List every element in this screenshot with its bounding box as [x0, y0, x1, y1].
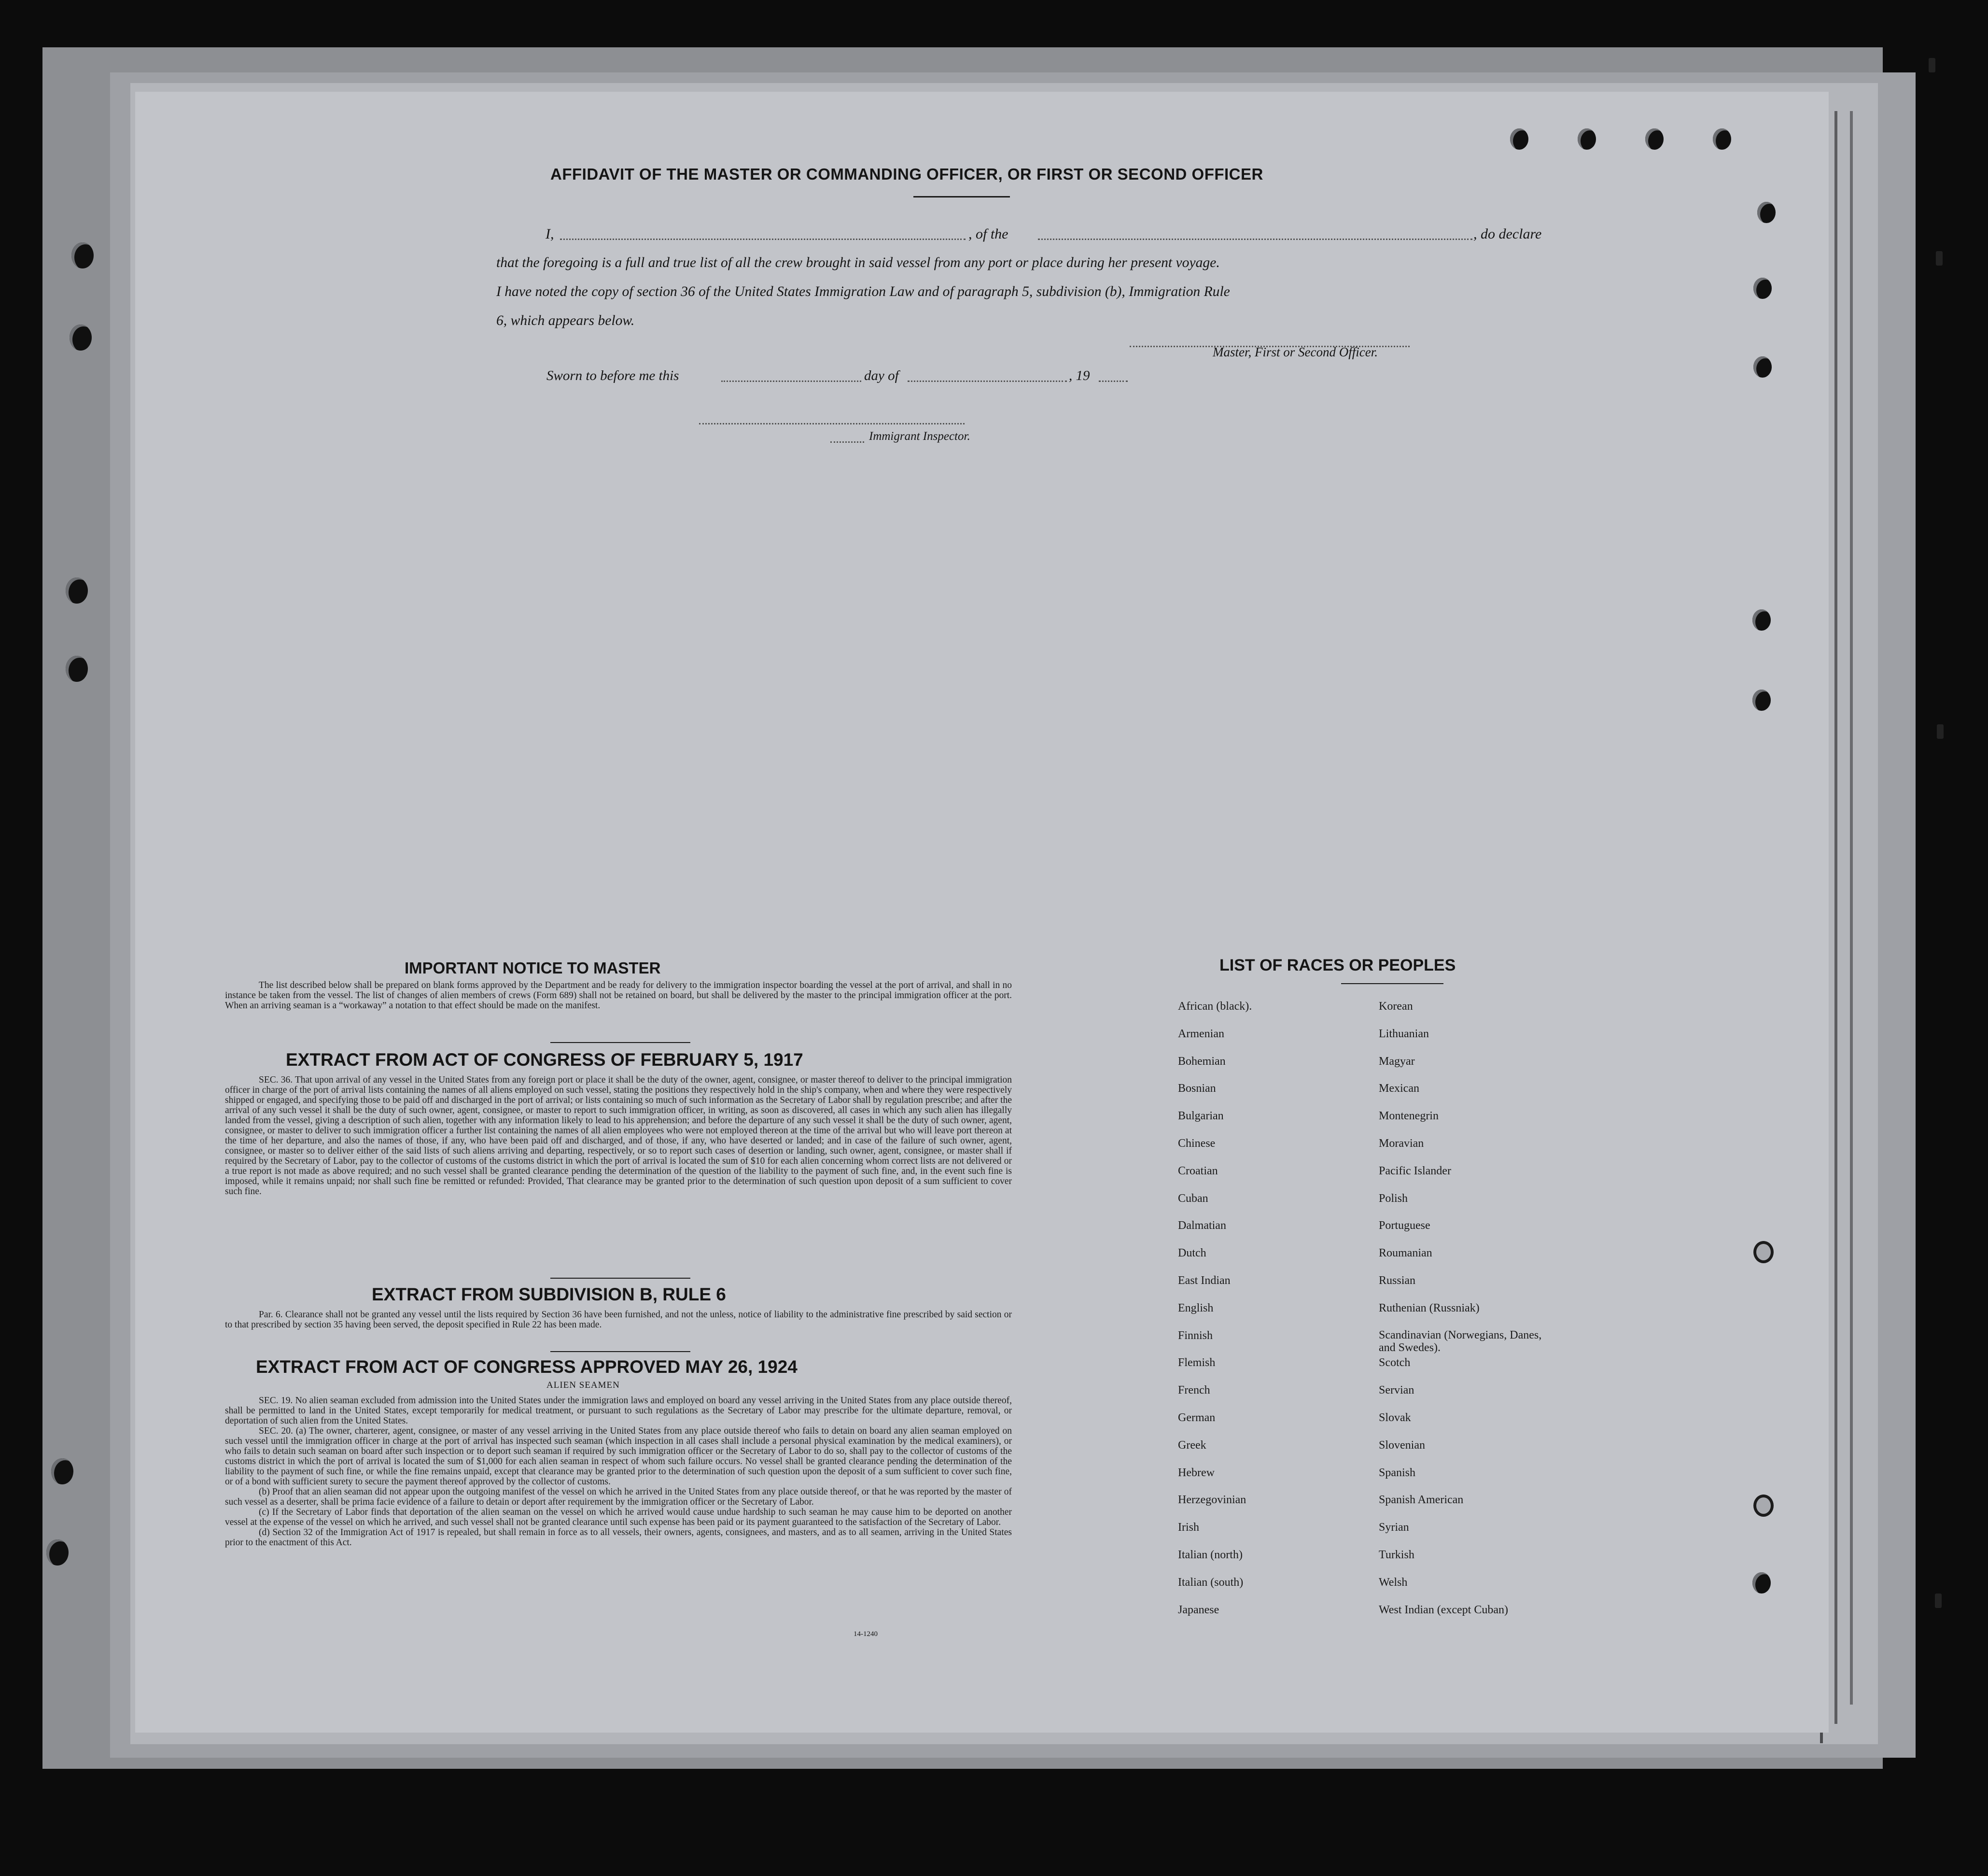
races-title: LIST OF RACES OR PEOPLES [1219, 956, 1456, 974]
race-item: Greek [1178, 1439, 1206, 1452]
race-item: Montenegrin [1379, 1110, 1439, 1123]
races-title-underline [1341, 983, 1443, 984]
affidavit-line-4: 6, which appears below. [496, 313, 635, 328]
sworn-label: Sworn to before me this [546, 368, 679, 383]
race-item: Croatian [1178, 1164, 1218, 1177]
notice-body: The list described below shall be prepared on blank forms approved by the Department and be ready for delivery to the immigration inspector boarding the vessel at the port of arrival, and shall in no instance be taken from the vessel. The list of changes of alien members of crews (Form 689) shall not be retained on board, but shall be delivered by the master to the principal immigration officer at the port. When an arriving seaman is a “workaway” a notation to that effect should be made on the manifest. [225, 980, 1012, 1011]
subdivision-body: Par. 6. Clearance shall not be granted any vessel until the lists required by Section 36 have been furnished, and not the unless, notice of liability to the administrative fine prescribed by said section or to that prescribed by section 35 having been served, the deposit specified in Rule 22 has been made. [225, 1310, 1012, 1330]
binder-hole [1578, 128, 1596, 150]
binder-hole [1753, 1241, 1774, 1263]
master-label: Master, First or Second Officer. [1213, 345, 1378, 359]
sec-20c-paragraph: (c) If the Secretary of Labor finds that deportation of the alien seaman on the vessel on which he arrived would cause undue hardship to such seaman he may cause him to be deported on another vessel at the expense of the vessel on which he arrived, and such vessel shall not be granted clearance until such expense has been paid or its payment guaranteed to the satisfaction of the Secretary of Labor. [225, 1507, 1012, 1527]
page-edge [1834, 111, 1837, 1724]
races-column-2 [1379, 1000, 1562, 1630]
race-item: Slovenian [1379, 1439, 1425, 1452]
race-item: Russian [1379, 1274, 1416, 1287]
inspector-label: Immigrant Inspector. [869, 430, 970, 443]
race-item: Flemish [1178, 1356, 1216, 1369]
sec-20d-paragraph: (d) Section 32 of the Immigration Act of 1917 is repealed, but shall remain in force as to all vessels, their owners, agents, consignees, and masters, and as to all seamen, arriving in the United States prior to the enactment of this Act. [225, 1527, 1012, 1548]
year-blank-line [1099, 381, 1128, 382]
name-blank-line [560, 239, 966, 240]
binder-hole [71, 242, 94, 268]
binder-hole [1510, 128, 1528, 150]
vessel-blank-line [1038, 239, 1472, 240]
race-item: Spanish [1379, 1466, 1416, 1479]
extract-1924-title: EXTRACT FROM ACT OF CONGRESS APPROVED MAY 26, 1924 [256, 1357, 798, 1377]
race-item: Irish [1178, 1521, 1199, 1534]
binder-hole [1645, 128, 1664, 150]
race-item: Pacific Islander [1379, 1164, 1451, 1177]
race-item: Italian (south) [1178, 1576, 1244, 1589]
race-item: Ruthenian (Russniak) [1379, 1301, 1480, 1314]
affidavit-title: AFFIDAVIT OF THE MASTER OR COMMANDING OFFICER, OR FIRST OR SECOND OFFICER [550, 165, 1263, 183]
binder-hole [1752, 609, 1771, 631]
race-item: English [1178, 1301, 1214, 1314]
race-item: Polish [1379, 1192, 1408, 1205]
notice-title: IMPORTANT NOTICE TO MASTER [405, 959, 661, 977]
binder-tab [1929, 58, 1935, 72]
sec-20a-paragraph: SEC. 20. (a) The owner, charterer, agent, consignee, or master of any vessel arriving in the United States from any place outside thereof who fails to detain on board any alien seaman employed on such vessel until the immigration officer in charge at the port of arrival has inspected such seaman (which inspection in all cases shall include a personal physical examination by the medical examiners), or who fails to detain such seaman on board after such inspection or to deport such seaman if required by such immigration officer or the Secretary of Labor to do so, shall pay to the collector of customs of the customs district in which the port of arrival is located the sum of $1,000 for each alien seaman in respect of whom such failure occurs. No vessel shall be granted clearance pending the determination of the liability to the payment of such fine, or while the fine remains unpaid, except that clearance may be granted prior to the determination of such question upon the deposit of a sum sufficient to cover such fine, or of a bond with sufficient surety to secure the payment thereof approved by the collector of customs. [225, 1426, 1012, 1487]
race-item: Spanish American [1379, 1494, 1464, 1507]
binder-hole [70, 324, 92, 351]
binder-tab [1937, 724, 1944, 739]
title-underline [913, 196, 1010, 197]
binder-hole [1753, 1495, 1774, 1517]
day-blank-line [721, 381, 861, 382]
race-item: Syrian [1379, 1521, 1409, 1534]
race-item: Lithuanian [1379, 1027, 1429, 1040]
race-item: Chinese [1178, 1137, 1216, 1150]
race-item: West Indian (except Cuban) [1379, 1603, 1508, 1616]
race-item: Japanese [1178, 1603, 1219, 1616]
binder-hole [66, 578, 88, 604]
sec-19-paragraph: SEC. 19. No alien seaman excluded from admission into the United States under the immigration laws and employed on board any vessel arriving in the United States from any place outside thereof, shall be permitted to land in the United States, except temporarily for medical treatment, or pursuant to such regulations as the Secretary of Labor may prescribe for the ultimate departure, removal, or deportation of such alien from the United States. [225, 1396, 1012, 1426]
affidavit-of-the: , of the [968, 226, 1008, 242]
race-item: Scandinavian (Norwegians, Danes, and Swedes). [1379, 1328, 1542, 1354]
race-item: Herzegovinian [1178, 1494, 1246, 1507]
race-item: Magyar [1379, 1055, 1415, 1068]
section-divider [550, 1351, 690, 1352]
race-item: Turkish [1379, 1548, 1414, 1561]
binder-hole [66, 656, 88, 682]
extract-1917-title: EXTRACT FROM ACT OF CONGRESS OF FEBRUARY 5, 1917 [286, 1050, 803, 1070]
race-item: Dalmatian [1178, 1219, 1226, 1232]
race-item: Bulgarian [1178, 1110, 1224, 1123]
races-column-1 [1178, 1000, 1361, 1630]
binder-hole [1753, 356, 1772, 378]
race-item: Moravian [1379, 1137, 1424, 1150]
race-item: French [1178, 1384, 1210, 1397]
extract-1917-body: SEC. 36. That upon arrival of any vessel in the United States from any foreign port or place it shall be the duty of the owner, agent, consignee, or master thereof to deliver to the principal immigration officer in charge of the port of arrival lists containing the names of all aliens employed on such vessel, stating the positions they respectively hold in the ship's company, when and where they were respectively shipped or engaged, and specifying those to be paid off and discharged in the port of arrival; or lists containing so much of such information as the Secretary of Labor shall by regulation prescribe; and after the arrival of any such vessel it shall be the duty of such owner, agent, consignee, or master to report to such immigration officer, in writing, as soon as discovered, all cases in which any such alien has illegally landed from the vessel, giving a description of such alien, together with any information likely to lead to his apprehension; and before the departure of any such vessel it shall be the duty of such owner, agent, consignee, or master to deliver to such immigration officer a further list containing the names of all alien employees who were not employed thereon at the time of the arrival but who will leave port thereon at the time of her departure, and also the names of those, if any, who have been paid off and discharged, and of those, if any, who have deserted or landed; and in case of the failure of such owner, agent, consignee, or master so to deliver either of the said lists of such aliens arriving and departing, respectively, or so to report such cases of desertion or landing, such owner, agent, consignee, or master shall if required by the Secretary of Labor, pay to the collector of customs of the customs district in which the port of arrival is located the sum of $10 for each alien concerning whom correct lists are not delivered or a true report is not made as above required; and no such vessel shall be granted clearance pending the determination of the question of the liability to the payment of such fine, and, in the event such fine is imposed, while it remains unpaid; nor shall such fine be remitted or refunded: Provided, That clearance may be granted prior to the determination of such question upon deposit of a sum sufficient to cover such fine. [225, 1075, 1012, 1197]
race-item: Roumanian [1379, 1247, 1432, 1260]
binder-hole [46, 1539, 69, 1566]
document-page [135, 92, 1829, 1733]
year-label: , 19 [1069, 368, 1090, 383]
day-of-label: day of [864, 368, 899, 383]
race-item: Portuguese [1379, 1219, 1430, 1232]
sec-20b-paragraph: (b) Proof that an alien seaman did not appear upon the outgoing manifest of the vessel on which he arrived in the United States from any place outside thereof, or that he was reported by the master of such vessel as a deserter, shall be prima facie evidence of a failure to detain or deport after requirement by the immigration officer or the Secretary of Labor. [225, 1487, 1012, 1507]
race-item: Welsh [1379, 1576, 1408, 1589]
race-item: Slovak [1379, 1411, 1411, 1424]
form-number: 14-1240 [854, 1630, 878, 1638]
race-item: Hebrew [1178, 1466, 1215, 1479]
binder-hole [1753, 278, 1772, 299]
affidavit-line-3: I have noted the copy of section 36 of the United States Immigration Law and of paragraph 5, subdivision (b), Immigration Rule [496, 284, 1230, 299]
section-divider [550, 1042, 690, 1043]
extract-1924-body [225, 1396, 1012, 1548]
inspector-signature-line [699, 423, 965, 424]
page-edge [1850, 111, 1853, 1705]
binder-hole [51, 1458, 73, 1484]
inspector-signature-line-2 [830, 441, 864, 443]
binder-tab [1936, 251, 1943, 266]
binder-hole [1752, 1572, 1771, 1594]
race-item: Scotch [1379, 1356, 1411, 1369]
race-item: Servian [1379, 1384, 1414, 1397]
race-item: Italian (north) [1178, 1548, 1243, 1561]
binder-hole [1752, 690, 1771, 711]
affidavit-i-label: I, [546, 226, 554, 242]
race-item: Finnish [1178, 1329, 1213, 1342]
race-item: Armenian [1178, 1027, 1224, 1040]
race-item: German [1178, 1411, 1216, 1424]
section-divider [550, 1278, 690, 1279]
subdivision-title: EXTRACT FROM SUBDIVISION B, RULE 6 [372, 1284, 726, 1304]
month-blank-line [908, 381, 1067, 382]
affidavit-do-declare: , do declare [1473, 226, 1542, 242]
affidavit-line-2: that the foregoing is a full and true list of all the crew brought in said vessel from any port or place during her present voyage. [496, 255, 1220, 270]
extract-1924-subtitle: ALIEN SEAMEN [546, 1380, 620, 1390]
race-item: African (black). [1178, 1000, 1252, 1013]
race-item: Dutch [1178, 1247, 1206, 1260]
race-item: Bosnian [1178, 1082, 1216, 1095]
binder-hole [1713, 128, 1731, 150]
race-item: Cuban [1178, 1192, 1208, 1205]
race-item: East Indian [1178, 1274, 1231, 1287]
binder-tab [1935, 1594, 1942, 1608]
race-item: Bohemian [1178, 1055, 1226, 1068]
race-item: Mexican [1379, 1082, 1419, 1095]
binder-hole [1757, 202, 1776, 223]
race-item: Korean [1379, 1000, 1413, 1013]
